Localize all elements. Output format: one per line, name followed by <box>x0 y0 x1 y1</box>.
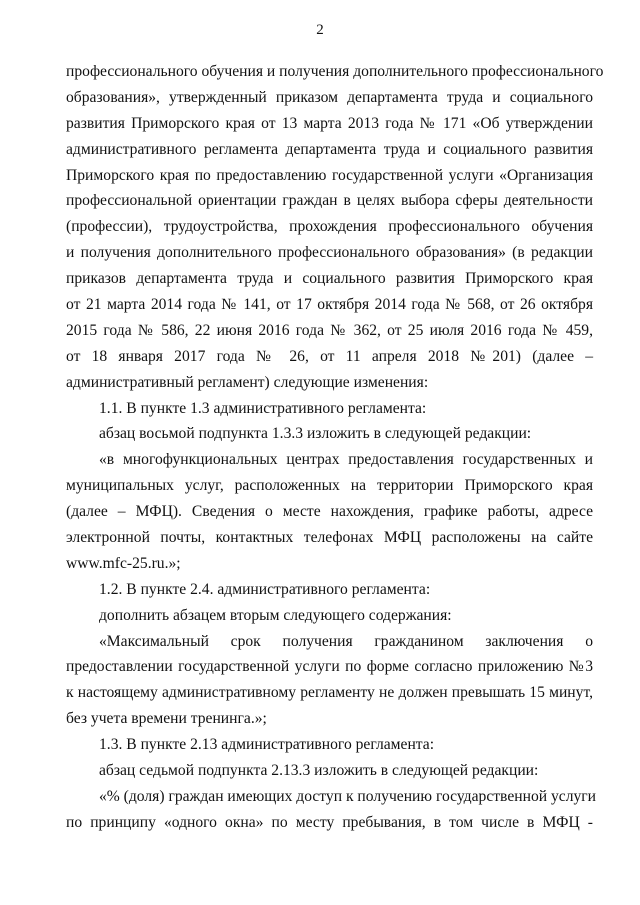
text-line: без учета времени тренинга.»; <box>66 710 267 728</box>
text-line: 1.2. В пункте 2.4. административного регламента: <box>99 580 431 598</box>
text-line: (далее – МФЦ). Сведения о месте нахождения, графике работы, адресе <box>66 503 593 521</box>
text-line: по принципу «одного окна» по месту пребывания, в том числе в МФЦ - <box>66 813 593 831</box>
text-line: (профессии), трудоустройства, прохождения профессионального обучения <box>66 218 593 236</box>
text-line: административного регламента департамента труда и социального развития <box>66 140 593 158</box>
text-line: дополнить абзацем вторым следующего содержания: <box>99 606 452 624</box>
text-line: «Максимальный срок получения гражданином заключения о <box>99 632 593 650</box>
text-line: от 21 марта 2014 года № 141, от 17 октября 2014 года № 568, от 26 октября <box>66 296 593 314</box>
text-line: абзац восьмой подпункта 1.3.3 изложить в следующей редакции: <box>99 425 532 443</box>
text-line: муниципальных услуг, расположенных на территории Приморского края <box>66 477 593 495</box>
text-line: 2015 года № 586, 22 июня 2016 года № 362, от 25 июля 2016 года № 459, <box>66 321 593 339</box>
text-line: www.mfc-25.ru.»; <box>66 554 181 572</box>
text-line: абзац седьмой подпункта 2.13.3 изложить в следующей редакции: <box>99 762 539 780</box>
text-line: «% (доля) граждан имеющих доступ к получению государственной услуги <box>99 787 597 805</box>
text-line: к настоящему административному регламенту не должен превышать 15 минут, <box>66 684 593 702</box>
text-line: 1.3. В пункте 2.13 административного регламента: <box>99 736 435 754</box>
text-line: образования», утвержденный приказом департамента труда и социального <box>66 88 593 106</box>
text-line: профессиональной ориентации граждан в целях выбора сферы деятельности <box>66 192 593 210</box>
text-line: приказов департамента труда и социального развития Приморского края <box>66 270 593 288</box>
text-line: «в многофункциональных центрах предоставления государственных и <box>99 451 593 469</box>
text-line: от 18 января 2017 года № 26, от 11 апреля 2018 №201) (далее – <box>66 347 593 365</box>
text-line: и получения дополнительного профессионального образования» (в редакции <box>66 244 593 262</box>
text-line: предоставлении государственной услуги по форме согласно приложению №3 <box>66 658 593 676</box>
text-line: 1.1. В пункте 1.3 административного регламента: <box>99 399 427 417</box>
text-line: электронной почты, контактных телефонах МФЦ расположены на сайте <box>66 529 593 547</box>
page-number: 2 <box>316 22 324 38</box>
text-line: развития Приморского края от 13 марта 2013 года № 171 «Об утверждении <box>66 114 593 132</box>
text-line: административный регламент) следующие изменения: <box>66 373 429 391</box>
document-body <box>66 59 604 836</box>
text-line: профессионального обучения и получения дополнительного профессионального <box>66 63 604 80</box>
text-line: Приморского края по предоставлению государственной услуги «Организация <box>66 166 593 184</box>
